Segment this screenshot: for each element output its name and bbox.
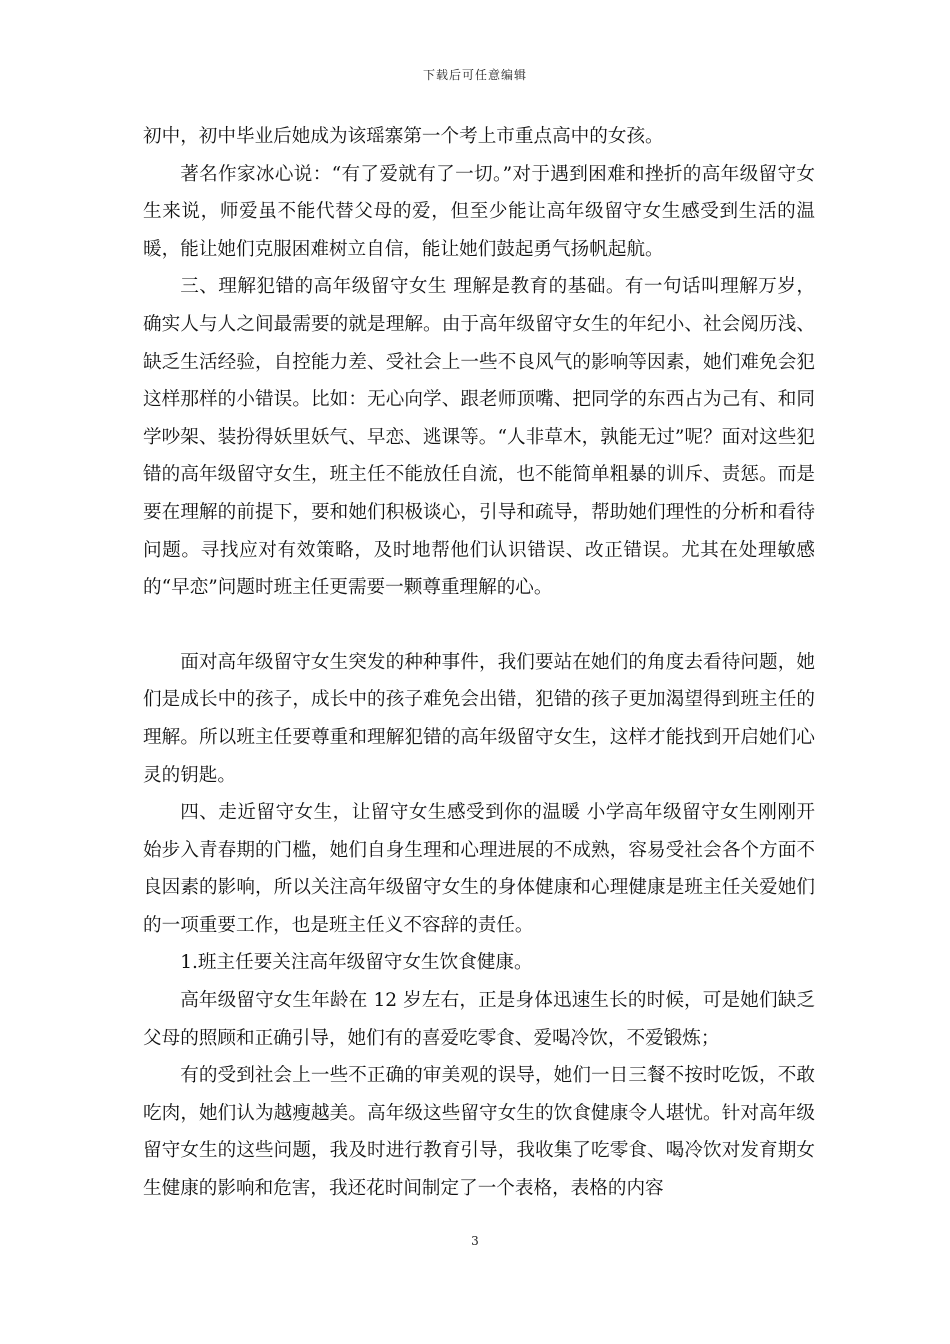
page-number: 3: [471, 1234, 479, 1248]
paragraph-item-1-heading: 1.班主任要关注高年级留守女生饮食健康。: [180, 952, 533, 974]
document-body: [143, 118, 815, 1208]
paragraph-section-four: 四、走近留守女生，让留守女生感受到你的温暖 小学高年级留守女生刚刚开始步入青春期的门槛，她们自身生理和心理进展的不成熟，容易受社会各个方面不良因素的影响，所以关注高年级留守女生的身体健康和心理健康是班主任关爱她们的一项重要工作，也是班主任义不容辞的责任。: [143, 802, 815, 936]
paragraph-diet-age: 高年级留守女生年龄在 12 岁左右，正是身体迅速生长的时候，可是她们缺乏父母的照顾和正确引导，她们有的喜爱吃零食、爱喝冷饮，不爱锻炼；: [143, 990, 815, 1049]
page-header: 下载后可任意编辑: [422, 68, 527, 82]
paragraph-section-three: 三、理解犯错的高年级留守女生 理解是教育的基础。有一句话叫理解万岁，确实人与人之间最需要的就是理解。由于高年级留守女生的年纪小、社会阅历浅、缺乏生活经验，自控能力差、受社会上一些不良风气的影响等因素，她们难免会犯这样那样的小错误。比如：无心向学、跟老师顶嘴、把同学的东西占为己有、和同学吵架、装扮得妖里妖气、早恋、逃课等。“人非草木，孰能无过”呢？面对这些犯错的高年级留守女生，班主任不能放任自流，也不能简单粗暴的训斥、责惩。而是要在理解的前提下，要和她们积极谈心，引导和疏导，帮助她们理性的分析和看待问题。寻找应对有效策略，及时地帮他们认识错误、改正错误。尤其在处理敏感的“早恋”问题时班主任更需要一颗尊重理解的心。: [143, 276, 815, 599]
paragraph-bingxin-quote: 著名作家冰心说：“有了爱就有了一切。”对于遇到困难和挫折的高年级留守女生来说，师爱虽不能代替父母的爱，但至少能让高年级留守女生感受到生活的温暖，能让她们克服困难树立自信，能让她们鼓起勇气扬帆起航。: [143, 163, 815, 260]
paragraph-diet-aesthetics: 有的受到社会上一些不正确的审美观的误导，她们一日三餐不按时吃饭，不敢吃肉，她们认为越瘦越美。高年级这些留守女生的饮食健康令人堪忧。针对高年级留守女生的这些问题，我及时进行教育引导，我收集了吃零食、喝冷饮对发育期女生健康的影响和危害，我还花时间制定了一个表格，表格的内容: [143, 1065, 815, 1200]
paragraph-understanding: 面对高年级留守女生突发的种种事件，我们要站在她们的角度去看待问题，她们是成长中的孩子，成长中的孩子难免会出错，犯错的孩子更加渴望得到班主任的理解。所以班主任要尊重和理解犯错的高年级留守女生，这样才能找到开启她们心灵的钥匙。: [143, 651, 815, 786]
paragraph-continuation: 初中，初中毕业后她成为该瑶寨第一个考上市重点高中的女孩。: [143, 126, 664, 147]
